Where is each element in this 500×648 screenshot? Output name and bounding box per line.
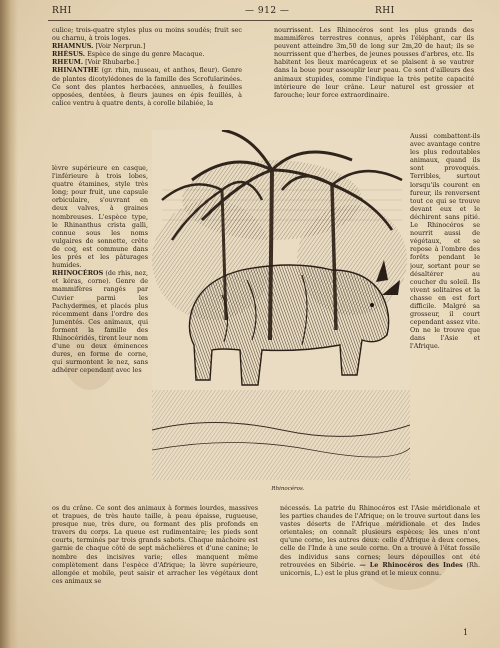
article-text: os du crâne. Ce sont des animaux à formes lourdes, massives et trapues, de très haute taille, à peau épaisse, rugueuse, presque nue, très dure, ou formant des plis profonds en travers du corps. La queue est rudimentaire; les pieds sont courts, terminés par trois grands sabots. Chaque mâchoire est garnie de chaque côté de sept mâchelières et d'une canine; le nombre des incisives varie; elles manquent même complètement dans l'espèce d'Afrique; la lèvre supérieure, allongée et mobile, peut saisir et arracher les végétaux dont ces animaux se — [52, 504, 258, 585]
article-text: Aussi combattent-ils avec avantage contre les plus redoutables animaux, quand ils sont provoqués. Terribles, surtout lorsqu'ils courent en fureur, ils renversent tout ce qui se trouve devant eux et le déchirent sans pitié. Le Rhinocéros se nourrit aussi de végétaux, et se repose à l'ombre des forêts pendant le jour, sortant pour se désaltérer au coucher du soleil. Ils vivent solitaires et la chasse en est fort difficile. Malgré sa grosseur, il court cependant assez vite. On ne le trouve que dans l'Asie et l'Afrique. — [410, 132, 480, 351]
entry-key: RHINOCÉROS — [52, 269, 104, 278]
entry-text: (gr. rhin, museau, et anthos, fleur). Genre de plantes dicotylédones de la famille des Scrofularinées. Ce sont des plantes herbacées, annuelles, à feuilles opposées, dentées, à fleurs jaunes en épis feuillés, à calice ventru à quatre dents, à corolle bilabiée, la — [52, 66, 242, 107]
page-header — [40, 6, 480, 20]
corner-mark: 1 — [463, 628, 469, 637]
entry-key: RHEUM. — [52, 58, 84, 67]
entry-rheum — [52, 58, 242, 66]
figure-caption: Rhinocéros. — [271, 486, 305, 492]
entry-text: Espèce de singe du genre Macaque. — [85, 50, 205, 59]
page-number: — 912 — — [245, 6, 290, 16]
article-text-main: nécessés. La patrie du Rhinocéros est l'Asie méridionale et les parties chaudes de l'Afrique; on le trouve surtout dans les vastes déserts de l'Afrique méridionale et des Indes orientales; on connaît plusieurs espèces; les unes n'ont qu'une corne, les autres deux: celle d'Afrique à deux cornes, celle de l'Inde à une seule corne. On a trouvé à l'état fossile des individus sans cornes; leurs dépouilles ont été retrouvées en Sibérie. — [280, 504, 480, 569]
book-gutter-shadow — [0, 0, 18, 648]
rhinoceros-engraving — [152, 130, 410, 480]
entry-text: culice; trois-quatre styles plus ou moins soudés; fruit sec ou charnu, à trois loges. — [52, 26, 242, 43]
article-text — [280, 504, 480, 577]
running-head-left: RHI — [52, 6, 72, 16]
right-column-bottom — [280, 504, 480, 614]
running-head-right: RHI — [375, 6, 395, 16]
entry-rhesus — [52, 50, 242, 58]
article-text: nourrissent. Les Rhinocéros sont les plus grands des mammifères terrestres connus, après l'éléphant, car ils peuvent atteindre 3m,50 de long sur 2m,20 de haut; ils se nourrissent que d'herbes, de jeunes pousses d'arbres, etc. Ils habitent les lieux marécageux et se plaisent à se vautrer dans la boue pour assouplir leur peau. Ce sont d'ailleurs des animaux stupides, comme l'indique la très petite capacité intérieure de leur crâne. Leur naturel est grossier et farouche; leur force extraordinaire. — [274, 26, 474, 99]
entry-text: (de rhis, nez, et kéras, corne). Genre de mammifères rangés par Cuvier parmi les Pachydermes, et placés plus récemment dans l'ordre des Jumentés. Ces animaux, qui forment la famille des Rhinocéridés, tirent leur nom d'une ou deux éminences dures, en forme de corne, qui surmontent le nez, sans adhérer cependant avec les — [52, 269, 148, 375]
entry-key: RHÉSUS. — [52, 50, 86, 59]
article-text: lèvre supérieure en casque, l'inférieure à trois lobes, quatre étamines, style très long; pour fruit, une capsule orbiculaire, s'ouvrant en deux valves, à graines nombreuses. L'espèce type, le Rhinanthus crista galli, connue sous les noms vulgaires de sonnette, crête de coq, est commune dans les prés et les pâturages humides. — [52, 164, 148, 270]
header-rule — [48, 20, 472, 21]
entry-text: [Voir Rhubarbe.] — [83, 58, 140, 67]
entry-key: RHAMNUS. — [52, 42, 94, 51]
entry-rhinoceros — [52, 269, 148, 374]
right-column-narrow — [410, 132, 480, 502]
entry-rhinanthe — [52, 66, 242, 106]
entry-key: — Le Rhinocéros des Indes — [359, 560, 463, 569]
left-column-narrow — [52, 164, 148, 516]
ground — [152, 390, 410, 480]
article-text-tail: (Rh. unicornis, L.) est le plus grand et le mieux connu. — [280, 560, 480, 577]
entry-text: [Voir Nerprun.] — [93, 42, 146, 51]
left-column-bottom — [52, 504, 258, 612]
entry-key: RHINANTHE — [52, 66, 99, 75]
